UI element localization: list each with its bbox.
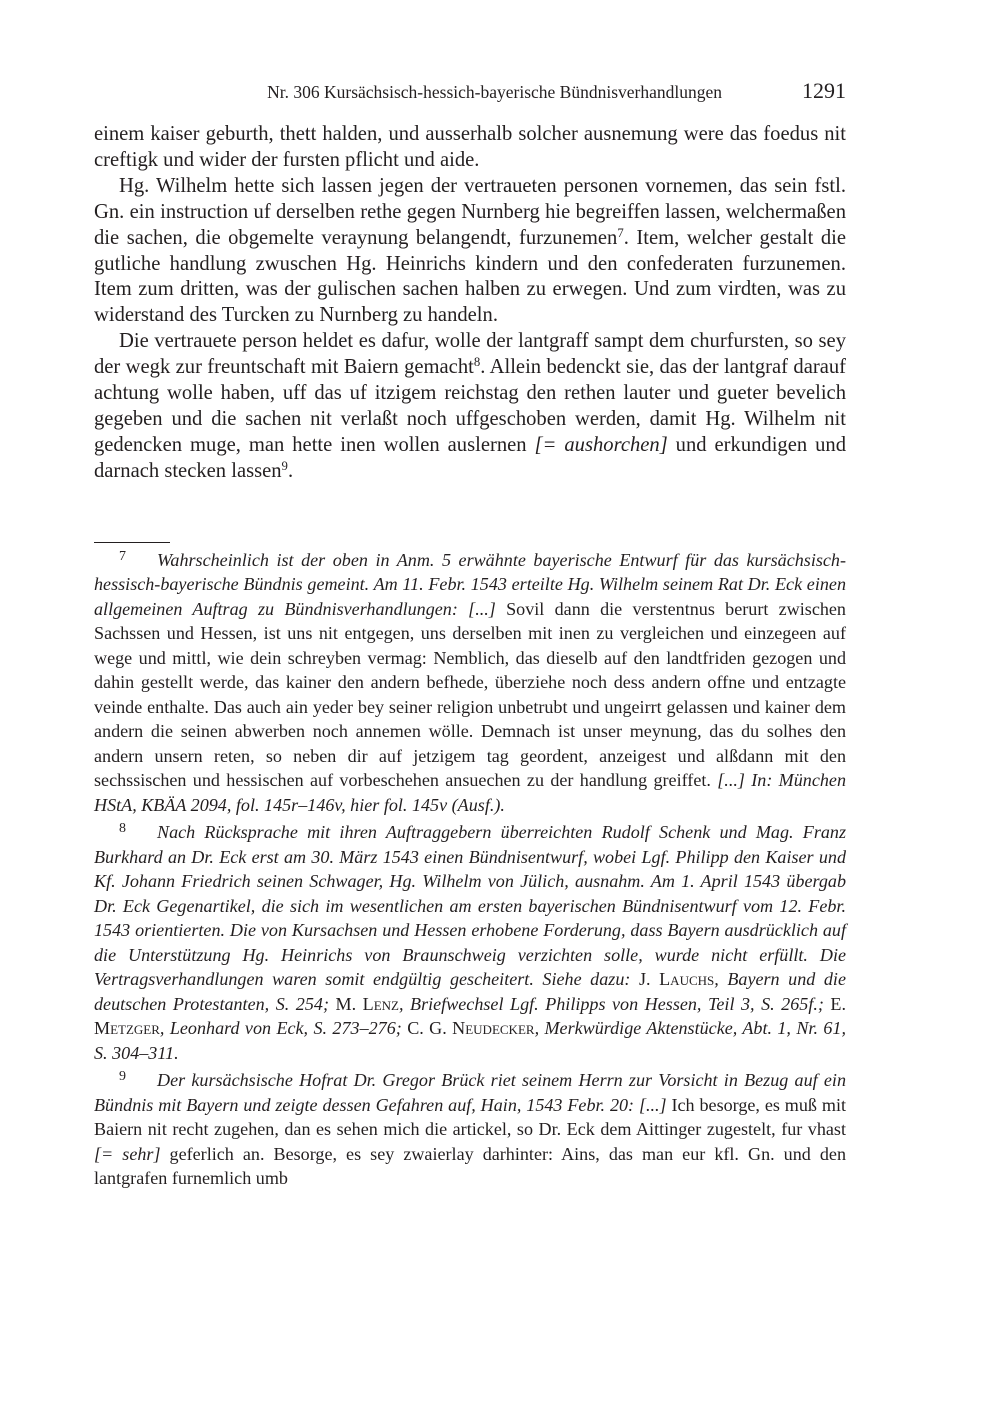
footnote-7: 7 Wahrscheinlich ist der oben in Anm. 5 erwähnte bayerische Entwurf für das kursächsisch-hessisch-bayerische Bündnis gemeint. Am 11. Febr. 1543 erteilte Hg. Wilhelm seinem Rat Dr. Eck einen allgemeinen Auftrag zu Bündnisverhandlungen: [...] Sovil dann die verstentnus berurt zwischen Sachssen und Hessen, ist uns nit entgegen, uns derselben mit inen zu vergleichen und einzegeen auf wege und mittl, wie dein schreyben vermag: Nemblich, das dieselb auf den landtfriden gezogen und dahin gestellt werde, das kainer den andern befhede, überziehe noch dess andern offne und entzagte veinde enthalte. Das auch ain yeder bey seiner religion unbetrubt und ungeirrt gelassen und kainer dem andern die seinen abwerben noch annemen wölle. Demnach ist unser meynung, das du solhes den andern unsern reten, so neben dir auf jetzigem tag geordent, anzeigest und alßdann mit den sechssischen und hessischen auf vorbeschehen ansuechen zu der handlung greiffet. [...] In: München HStA, KBÄA 2094, fol. 145r–146v, hier fol. 145v (Ausf.). <box>94 545 846 817</box>
page-number: 1291 <box>802 78 846 103</box>
author-name: Metzger <box>94 1018 160 1039</box>
main-text <box>94 122 846 485</box>
paragraph-2: Hg. Wilhelm hette sich lassen jegen der vertraueten personen vornemen, das sein fstl. Gn. ein instruction uf derselben rethe gegen Nurnberg hie begreiffen lassen, welchermaßen die sachen, die obgemelte veraynung belangendt, furzunemen$^7$. Item, welcher gestalt die gutliche handlung zwuschen Hg. Heinrichs kindern und den confederaten furzunemen. Item zum dritten, was der gulischen sachen halben zu erwegen. Und zum virdten, was zu widerstand des Turcken zu Nurnberg zu handeln. <box>94 174 847 327</box>
footnote-9: 9 Der kursächsische Hofrat Dr. Gregor Brück riet seinem Herrn zur Vorsicht in Bezug auf ein Bündnis mit Bayern und zeigte dessen Gefahren auf, Hain, 1543 Febr. 20: [...] Ich besorge, es muß mit Baiern nit recht zugehen, dan es sehen mich die artickel, so Dr. Eck dem Aittinger zugestelt, fur vhast [= sehr] geferlich an. Besorge, es sey zwaierlay darhinter: Ains, das man eur kfl. Gn. und den lantgrafen furnemlich umb <box>94 1065 846 1190</box>
footnote-ref-9[interactable]: 9 <box>281 458 288 473</box>
footnote-number: 8 <box>119 821 126 837</box>
paragraph-3: Die vertrauete person heldet es dafur, wolle der lantgraff sampt dem churfursten, so sey der wegk zur freuntschaft mit Baiern gemacht$^8$. Allein bedenckt sie, das der lantgraf darauf achtung wolle haben, uff das uf itzigem reichstag den rethen lauter und gueter bevelich gegeben und die sachen nit verlaßt noch uffgeschoben werden, damit Hg. Wilhelm nit gedencken muge, man hette inen wollen auslernen [= aushorchen] und erkundigen und darnach stecken lassen$^9$. <box>94 330 847 482</box>
author-name: Neudecker <box>452 1018 535 1039</box>
footnote-8: 8 Nach Rücksprache mit ihren Auftraggebern überreichten Rudolf Schenk und Mag. Franz Burkhard an Dr. Eck erst am 30. März 1543 einen Bündnisentwurf, wobei Lgf. Philipp den Kaiser und Kf. Johann Friedrich seinen Schwager, Hg. Wilhelm von Jülich, ausnahm. Am 1. April 1543 übergab Dr. Eck Gegenartikel, die sich im wesentlichen am ersten bayerischen Bündnisentwurf vom 12. Febr. 1543 orientierten. Die von Kursachsen und Hessen erhobene Forderung, dass Bayern ausdrücklich auf die Unterstützung Hg. Heinrichs von Braunschweig verzichten solle, wurde nicht erfüllt. Die Vertragsverhandlungen waren somit endgültig gescheitert. Siehe dazu: J. Lauchs, Bayern und die deutschen Protestanten, S. 254; M. Lenz, Briefwechsel Lgf. Philipps von Hessen, Teil 3, S. 265f.; E. Metzger, Leonhard von Eck, S. 273–276; C. G. Neudecker, Merkwürdige Aktenstücke, Abt. 1, Nr. 61, S. 304–311. <box>94 817 846 1065</box>
document-page <box>94 0 846 1418</box>
footnote-number: 9 <box>119 1069 126 1085</box>
footnote-ref-7[interactable]: 7 <box>617 225 624 240</box>
footnote-number: 7 <box>119 549 126 564</box>
paragraph-1: einem kaiser geburth, thett halden, und ausserhalb solcher ausnemung were das foedus nit creftigk und wider der fursten pflicht und aide. <box>94 123 846 171</box>
page-header <box>94 80 846 110</box>
editorial-gloss: [= aushorchen] <box>534 433 668 456</box>
footnote-ref-8[interactable]: 8 <box>473 355 481 370</box>
author-name: Lauchs <box>659 969 715 990</box>
footnotes <box>94 545 846 1191</box>
author-name: Lenz <box>362 993 399 1014</box>
footnote-separator <box>94 542 170 543</box>
editorial-gloss: [= sehr] <box>94 1143 161 1164</box>
running-title: Nr. 306 Kursächsisch-hessich-bayerische Bündnisverhandlungen <box>267 82 722 102</box>
